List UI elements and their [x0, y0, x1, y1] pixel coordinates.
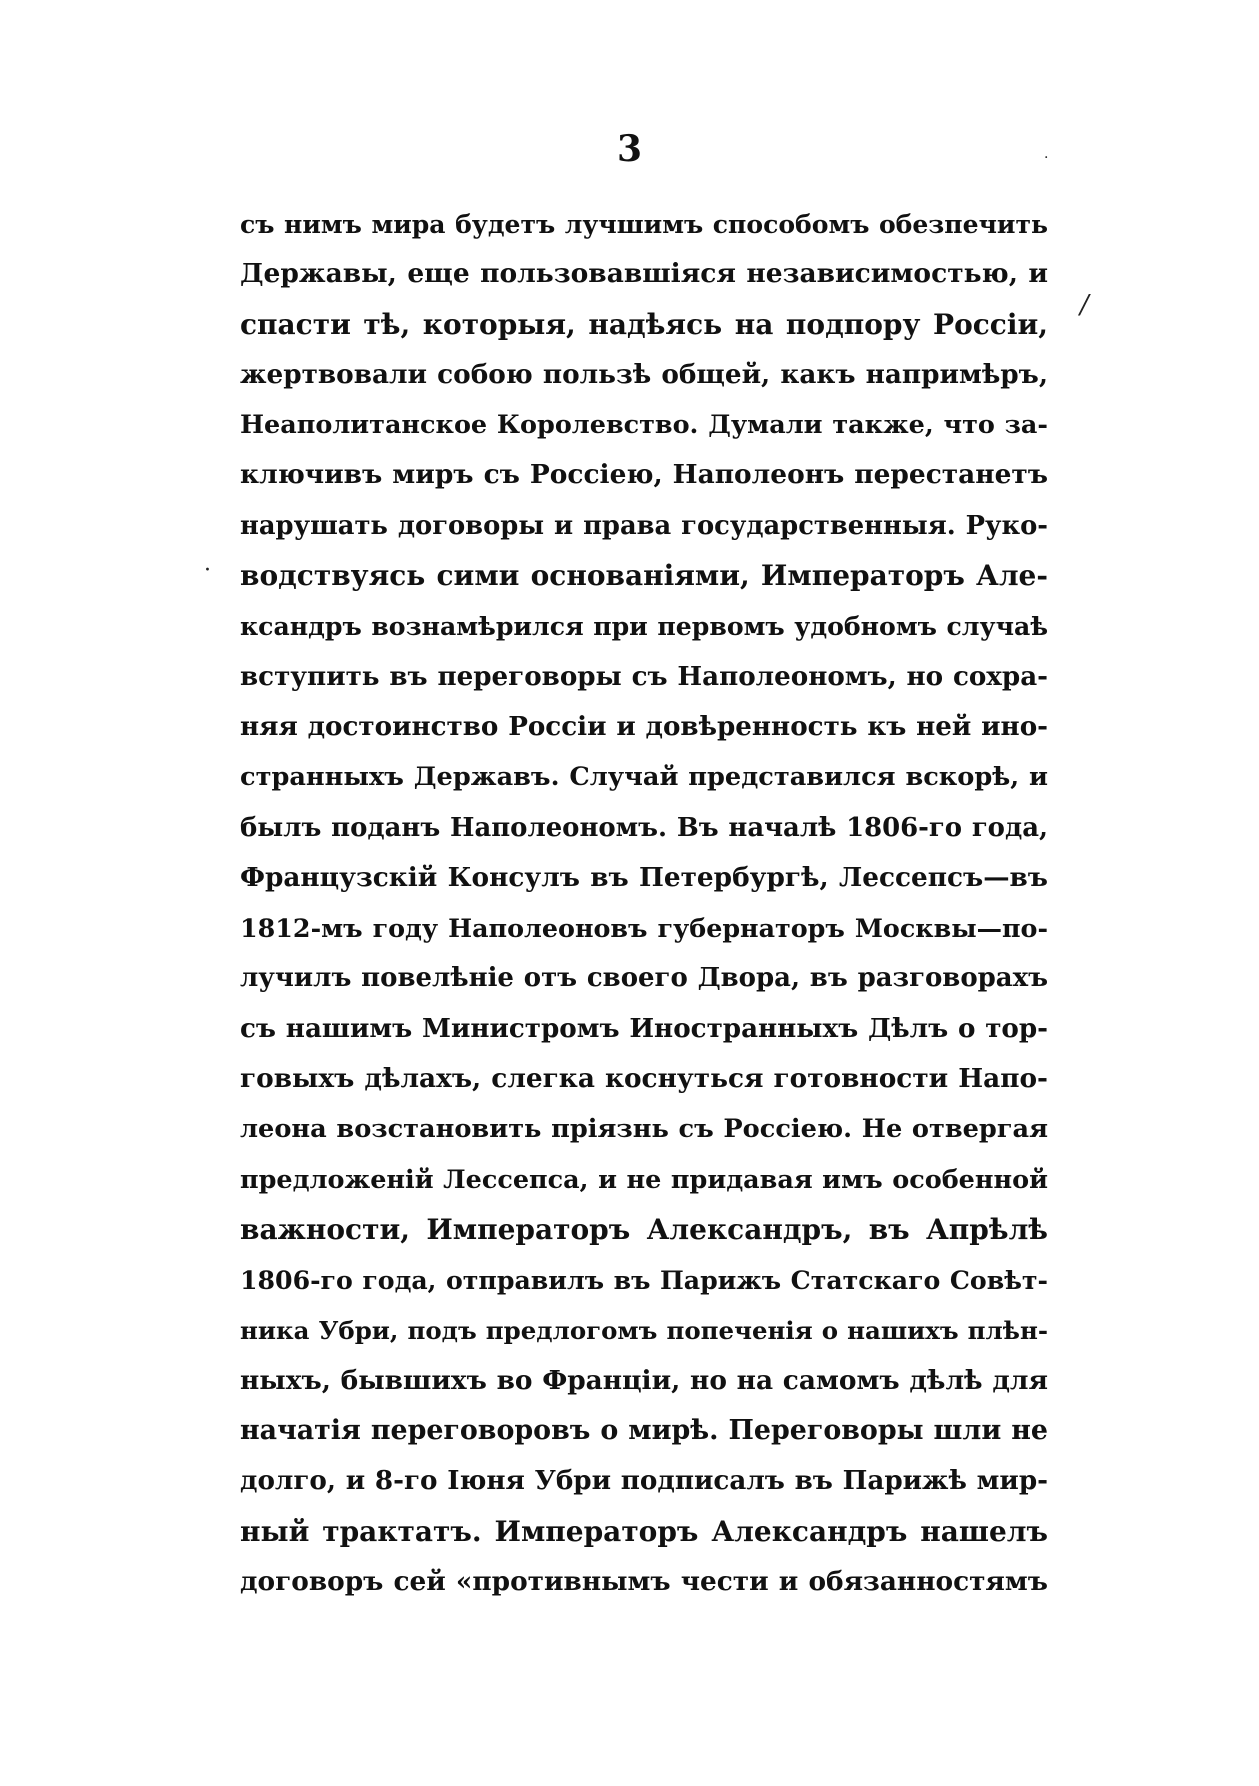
text-line: ныхъ, бывшихъ во Франціи, но на самомъ дѣлѣ для [240, 1364, 1048, 1396]
text-line: ный трактатъ. Императоръ Александръ нашелъ [240, 1514, 1048, 1548]
margin-dot-mark-left: · [204, 558, 211, 583]
text-line: важности, Императоръ Александръ, въ Апрѣлѣ [240, 1212, 1048, 1246]
page-number: 3 [616, 128, 643, 170]
text-line: вступить въ переговоры съ Наполеономъ, но сохра- [240, 660, 1048, 692]
text-line: начатія переговоровъ о мирѣ. Переговоры шли не [240, 1415, 1048, 1447]
margin-slash-mark: / [1080, 290, 1089, 320]
text-line: съ нимъ мира будетъ лучшимъ способомъ обезпечить [240, 209, 1048, 239]
body-text [240, 199, 1048, 1607]
text-line: леона возстановить пріязнь съ Россіею. Не отвергая [240, 1114, 1048, 1145]
text-line: нарушать договоры и права государственныя. Руко- [240, 510, 1048, 541]
text-line: ника Убри, подъ предлогомъ попеченія о нашихъ плѣн- [240, 1315, 1048, 1345]
text-line: 1812-мъ году Наполеоновъ губернаторъ Москвы—по- [240, 913, 1048, 944]
text-line: Неаполитанское Королевство. Думали также, что за- [240, 410, 1048, 441]
text-line: ключивъ миръ съ Россіею, Наполеонъ перестанетъ [240, 459, 1048, 491]
text-line: няя достоинство Россіи и довѣренность къ ней ино- [240, 710, 1048, 742]
text-line: жертвовали собою пользѣ общей, какъ напримѣръ, [240, 358, 1048, 390]
text-line: ксандръ вознамѣрился при первомъ удобномъ случаѣ [240, 611, 1048, 642]
text-line: долго, и 8-го Іюня Убри подписалъ въ Парижѣ мир- [240, 1465, 1048, 1497]
margin-dot-mark: · [1044, 150, 1049, 166]
text-line: водствуясь сими основаніями, Императоръ Але- [240, 559, 1048, 593]
text-line: лучилъ повелѣніе отъ своего Двора, въ разговорахъ [240, 963, 1048, 994]
text-line: странныхъ Державъ. Случай представился вскорѣ, и [240, 762, 1048, 793]
text-line: Державы, еще пользовавшіяся независимостью, и [240, 258, 1048, 290]
text-line: Французскій Консулъ въ Петербургѣ, Лессепсъ—въ [240, 861, 1048, 893]
text-line: спасти тѣ, которыя, надѣясь на подпору Россіи, [240, 307, 1048, 341]
text-line: предложеній Лессепса, и не придавая имъ особенной [240, 1164, 1048, 1195]
text-line: былъ поданъ Наполеономъ. Въ началѣ 1806-го года, [240, 812, 1048, 843]
text-line: договоръ сей «противнымъ чести и обязанностямъ [240, 1566, 1048, 1598]
text-line: съ нашимъ Министромъ Иностранныхъ Дѣлъ о тор- [240, 1012, 1048, 1044]
text-line: говыхъ дѣлахъ, слегка коснуться готовности Напо- [240, 1063, 1048, 1095]
text-line: 1806-го года, отправилъ въ Парижъ Статскаго Совѣт- [240, 1265, 1048, 1296]
